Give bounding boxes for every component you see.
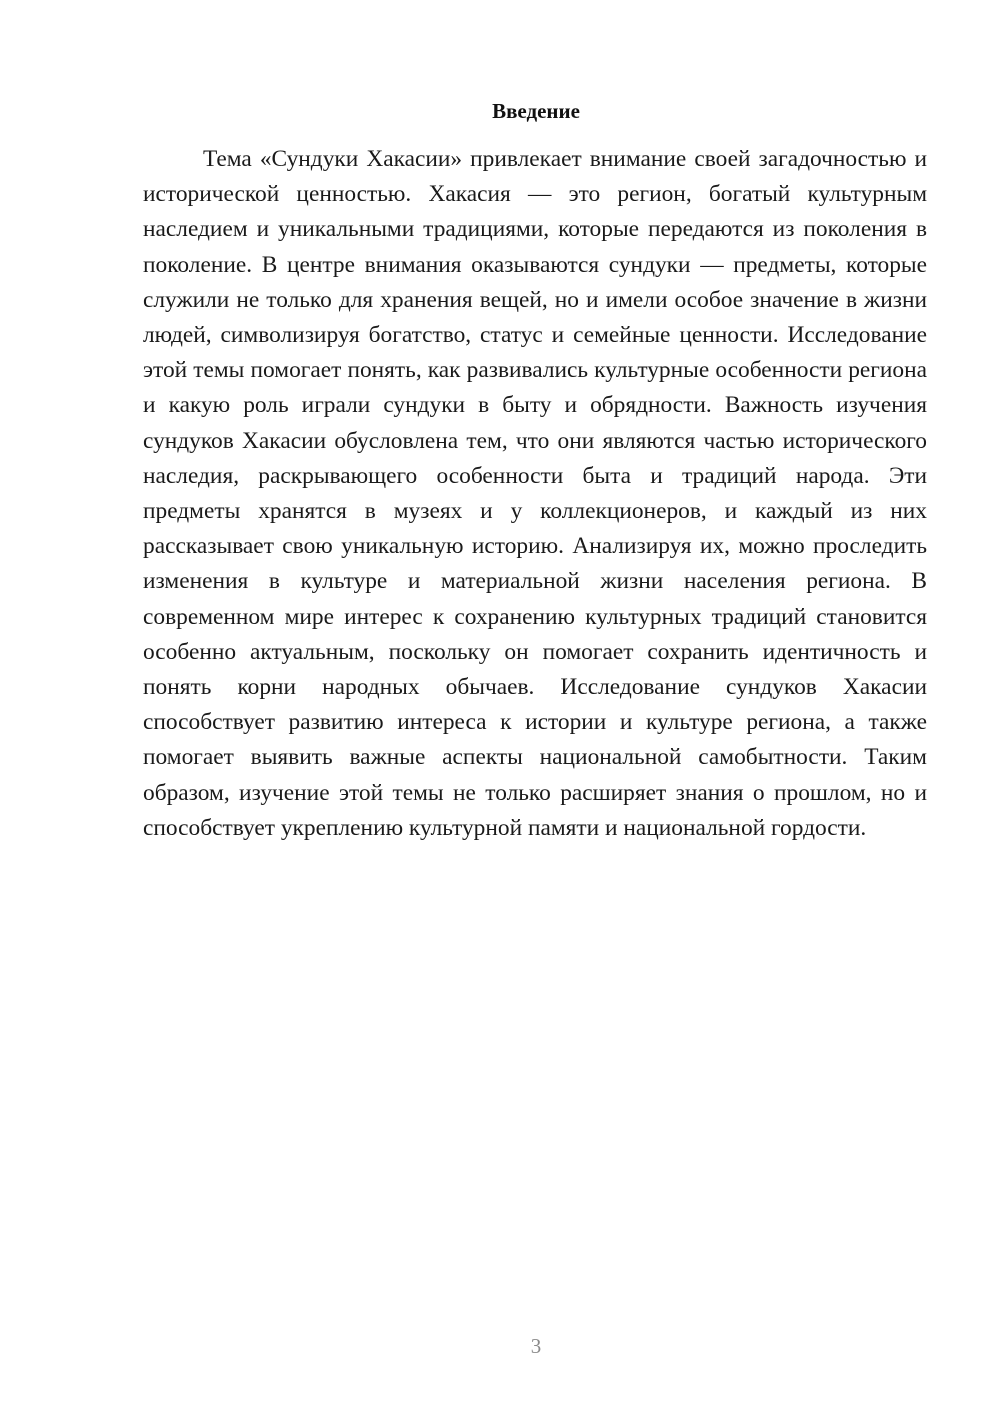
page-number: 3 — [530, 1334, 542, 1358]
section-heading: Введение — [492, 99, 580, 123]
body-paragraph: Тема «Сундуки Хакасии» привлекает внимание своей загадочностью и исторической ценностью. Хакасия — это регион, богатый культурным наследием и уникальными традициями, которые передаются из поколения в поколение. В центре внимания оказываются сундуки — предметы, которые служили не только для хранения вещей, но и имели особое значение в жизни людей, символизируя богатство, статус и семейные ценности. Исследование этой темы помогает понять, как развивались культурные особенности региона и какую роль играли сундуки в быту и обрядности. Важность изучения сундуков Хакасии обусловлена тем, что они являются частью исторического наследия, раскрывающего особенности быта и традиций народа. Эти предметы хранятся в музеях и у коллекционеров, и каждый из них рассказывает свою уникальную историю. Анализируя их, можно проследить изменения в культуре и материальной жизни населения региона. В современном мире интерес к сохранению культурных традиций становится особенно актуальным, поскольку он помогает сохранить идентичность и понять корни народных обычаев. Исследование сундуков Хакасии способствует развитию интереса к истории и культуре региона, а также помогает выявить важные аспекты национальной самобытности. Таким образом, изучение этой темы не только расширяет знания о прошлом, но и способствует укреплению культурной памяти и национальной гордости. — [143, 146, 927, 841]
